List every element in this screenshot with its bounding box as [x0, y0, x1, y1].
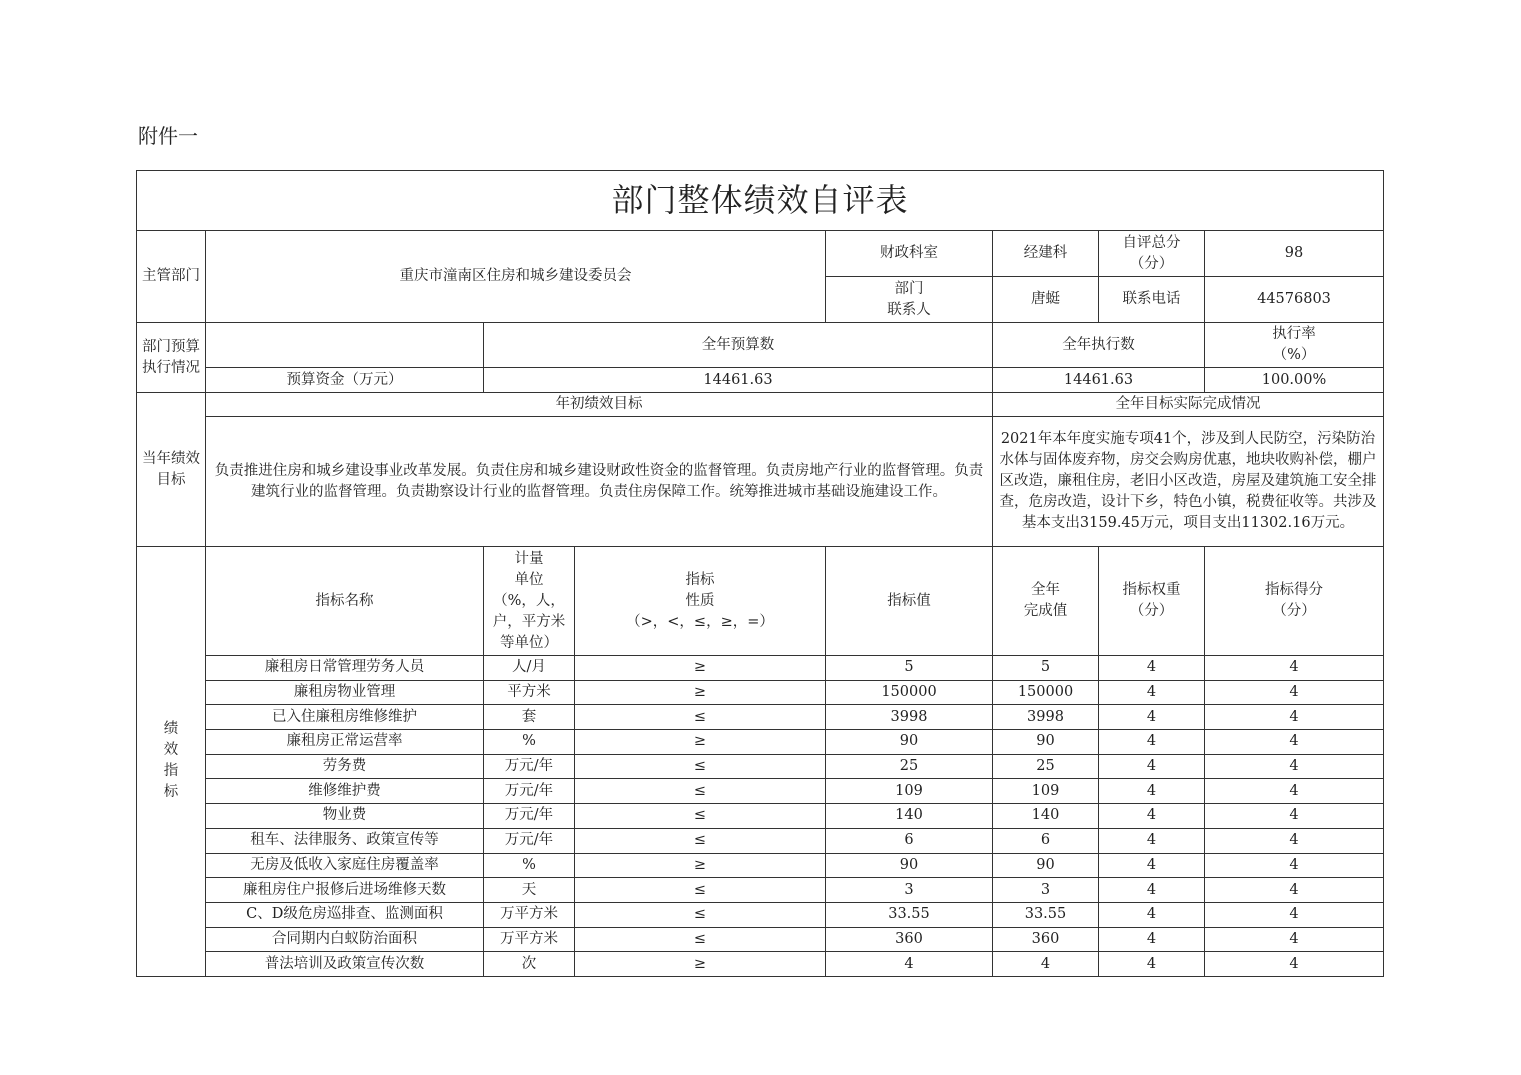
indicator-score: 4	[1205, 804, 1384, 829]
indicator-done: 25	[993, 754, 1099, 779]
indicator-done: 4	[993, 952, 1099, 977]
exec-rate-value: 100.00%	[1205, 368, 1384, 393]
col-indicator-name: 指标名称	[206, 547, 484, 656]
indicator-target: 109	[826, 779, 993, 804]
indicator-target: 3998	[826, 705, 993, 730]
page-title: 部门整体绩效自评表	[137, 171, 1384, 231]
dept-label: 主管部门	[137, 231, 206, 323]
indicator-target: 33.55	[826, 902, 993, 927]
col-unit: 计量 单位 （%，人， 户，平方米 等单位）	[484, 547, 575, 656]
indicator-unit: 万平方米	[484, 927, 575, 952]
indicator-unit: 万元/年	[484, 804, 575, 829]
indicator-target: 90	[826, 730, 993, 755]
col-score: 指标得分 （分）	[1205, 547, 1384, 656]
col-target: 指标值	[826, 547, 993, 656]
col-nature: 指标 性质 （>，<，≤，≥，=）	[575, 547, 826, 656]
indicator-nature: ≤	[575, 927, 826, 952]
indicator-target: 90	[826, 853, 993, 878]
contact-label: 部门 联系人	[826, 277, 993, 323]
indicator-row	[137, 902, 1384, 927]
indicator-name: 已入住廉租房维修维护	[206, 705, 484, 730]
indicator-unit: 万元/年	[484, 754, 575, 779]
actual-goal-header: 全年目标实际完成情况	[993, 393, 1384, 417]
attachment-label: 附件一	[138, 124, 198, 148]
initial-goal-header: 年初绩效目标	[206, 393, 993, 417]
indicator-weight: 4	[1099, 705, 1205, 730]
indicator-target: 150000	[826, 680, 993, 705]
phone-label: 联系电话	[1099, 277, 1205, 323]
indicator-row	[137, 705, 1384, 730]
indicator-nature: ≥	[575, 952, 826, 977]
indicator-done: 3	[993, 878, 1099, 903]
indicator-done: 140	[993, 804, 1099, 829]
indicator-score: 4	[1205, 730, 1384, 755]
indicator-nature: ≥	[575, 853, 826, 878]
indicator-unit: 天	[484, 878, 575, 903]
budget-blank-header	[206, 323, 484, 368]
budget-section-label: 部门预算 执行情况	[137, 323, 206, 393]
indicator-done: 90	[993, 730, 1099, 755]
annual-budget-header: 全年预算数	[484, 323, 993, 368]
indicator-nature: ≤	[575, 828, 826, 853]
dept-name: 重庆市潼南区住房和城乡建设委员会	[206, 231, 826, 323]
indicator-score: 4	[1205, 878, 1384, 903]
indicator-score: 4	[1205, 705, 1384, 730]
indicator-unit: 平方米	[484, 680, 575, 705]
indicator-weight: 4	[1099, 779, 1205, 804]
indicator-target: 25	[826, 754, 993, 779]
indicator-row	[137, 853, 1384, 878]
indicator-row	[137, 804, 1384, 829]
goals-section-label: 当年绩效 目标	[137, 393, 206, 547]
indicator-score: 4	[1205, 902, 1384, 927]
indicator-nature: ≤	[575, 779, 826, 804]
indicator-nature: ≥	[575, 656, 826, 681]
finance-office-label: 财政科室	[826, 231, 993, 277]
indicator-row	[137, 927, 1384, 952]
actual-goal-text: 2021年本年度实施专项41个，涉及到人民防空，污染防治水体与固体废弃物，房交会购房优惠，地块收购补偿，棚户区改造，廉租住房，老旧小区改造，房屋及建筑施工安全排查，危房改造，设计下乡，特色小镇，税费征收等。共涉及基本支出3159.45万元，项目支出11302.16万元。	[993, 417, 1384, 547]
annual-exec-header: 全年执行数	[993, 323, 1205, 368]
indicator-nature: ≥	[575, 730, 826, 755]
indicator-done: 33.55	[993, 902, 1099, 927]
annual-budget-value: 14461.63	[484, 368, 993, 393]
indicator-weight: 4	[1099, 680, 1205, 705]
indicator-score: 4	[1205, 828, 1384, 853]
indicator-target: 4	[826, 952, 993, 977]
indicator-row	[137, 878, 1384, 903]
indicator-name: 租车、法律服务、政策宣传等	[206, 828, 484, 853]
indicator-row	[137, 680, 1384, 705]
indicator-unit: 人/月	[484, 656, 575, 681]
indicator-score: 4	[1205, 927, 1384, 952]
indicator-score: 4	[1205, 754, 1384, 779]
indicator-unit: 万平方米	[484, 902, 575, 927]
indicator-unit: 万元/年	[484, 828, 575, 853]
indicator-row	[137, 779, 1384, 804]
indicator-name: 廉租房正常运营率	[206, 730, 484, 755]
indicator-weight: 4	[1099, 730, 1205, 755]
indicator-unit: 套	[484, 705, 575, 730]
indicator-name: 普法培训及政策宣传次数	[206, 952, 484, 977]
indicator-score: 4	[1205, 779, 1384, 804]
indicator-score: 4	[1205, 656, 1384, 681]
indicator-name: C、D级危房巡排查、监测面积	[206, 902, 484, 927]
contact-value: 唐蜓	[993, 277, 1099, 323]
indicator-unit: %	[484, 730, 575, 755]
indicator-unit: %	[484, 853, 575, 878]
initial-goal-text: 负责推进住房和城乡建设事业改革发展。负责住房和城乡建设财政性资金的监督管理。负责房地产行业的监督管理。负责建筑行业的监督管理。负责勘察设计行业的监督管理。负责住房保障工作。统筹推进城市基础设施建设工作。	[206, 417, 993, 547]
indicator-name: 合同期内白蚁防治面积	[206, 927, 484, 952]
col-done: 全年 完成值	[993, 547, 1099, 656]
indicator-score: 4	[1205, 853, 1384, 878]
indicator-target: 5	[826, 656, 993, 681]
indicator-name: 物业费	[206, 804, 484, 829]
indicator-score: 4	[1205, 952, 1384, 977]
indicator-weight: 4	[1099, 927, 1205, 952]
indicator-nature: ≤	[575, 754, 826, 779]
indicator-weight: 4	[1099, 878, 1205, 903]
indicator-done: 6	[993, 828, 1099, 853]
indicator-done: 360	[993, 927, 1099, 952]
indicator-nature: ≤	[575, 804, 826, 829]
indicator-target: 360	[826, 927, 993, 952]
budget-row-label: 预算资金（万元）	[206, 368, 484, 393]
score-value: 98	[1205, 231, 1384, 277]
indicator-name: 劳务费	[206, 754, 484, 779]
indicator-nature: ≤	[575, 705, 826, 730]
indicator-done: 90	[993, 853, 1099, 878]
indicator-row	[137, 828, 1384, 853]
indicator-nature: ≥	[575, 680, 826, 705]
indicator-weight: 4	[1099, 828, 1205, 853]
finance-office-value: 经建科	[993, 231, 1099, 277]
indicator-nature: ≤	[575, 902, 826, 927]
indicators-section-label: 绩效指标	[137, 547, 206, 977]
indicator-weight: 4	[1099, 902, 1205, 927]
col-weight: 指标权重 （分）	[1099, 547, 1205, 656]
indicator-name: 维修维护费	[206, 779, 484, 804]
indicator-unit: 万元/年	[484, 779, 575, 804]
indicator-row	[137, 730, 1384, 755]
indicator-row	[137, 656, 1384, 681]
indicator-done: 5	[993, 656, 1099, 681]
indicator-done: 150000	[993, 680, 1099, 705]
indicator-done: 3998	[993, 705, 1099, 730]
indicator-weight: 4	[1099, 804, 1205, 829]
indicator-name: 廉租房住户报修后进场维修天数	[206, 878, 484, 903]
phone-value: 44576803	[1205, 277, 1384, 323]
indicator-name: 廉租房物业管理	[206, 680, 484, 705]
indicator-done: 109	[993, 779, 1099, 804]
indicator-row	[137, 952, 1384, 977]
indicator-row	[137, 754, 1384, 779]
indicator-target: 3	[826, 878, 993, 903]
annual-exec-value: 14461.63	[993, 368, 1205, 393]
indicator-unit: 次	[484, 952, 575, 977]
indicator-name: 廉租房日常管理劳务人员	[206, 656, 484, 681]
indicator-weight: 4	[1099, 754, 1205, 779]
indicator-target: 6	[826, 828, 993, 853]
indicator-weight: 4	[1099, 952, 1205, 977]
indicator-target: 140	[826, 804, 993, 829]
indicator-weight: 4	[1099, 853, 1205, 878]
indicator-nature: ≤	[575, 878, 826, 903]
exec-rate-header: 执行率 （%）	[1205, 323, 1384, 368]
indicator-score: 4	[1205, 680, 1384, 705]
score-label: 自评总分 （分）	[1099, 231, 1205, 277]
indicator-name: 无房及低收入家庭住房覆盖率	[206, 853, 484, 878]
indicator-weight: 4	[1099, 656, 1205, 681]
performance-self-evaluation-table	[136, 170, 1384, 977]
